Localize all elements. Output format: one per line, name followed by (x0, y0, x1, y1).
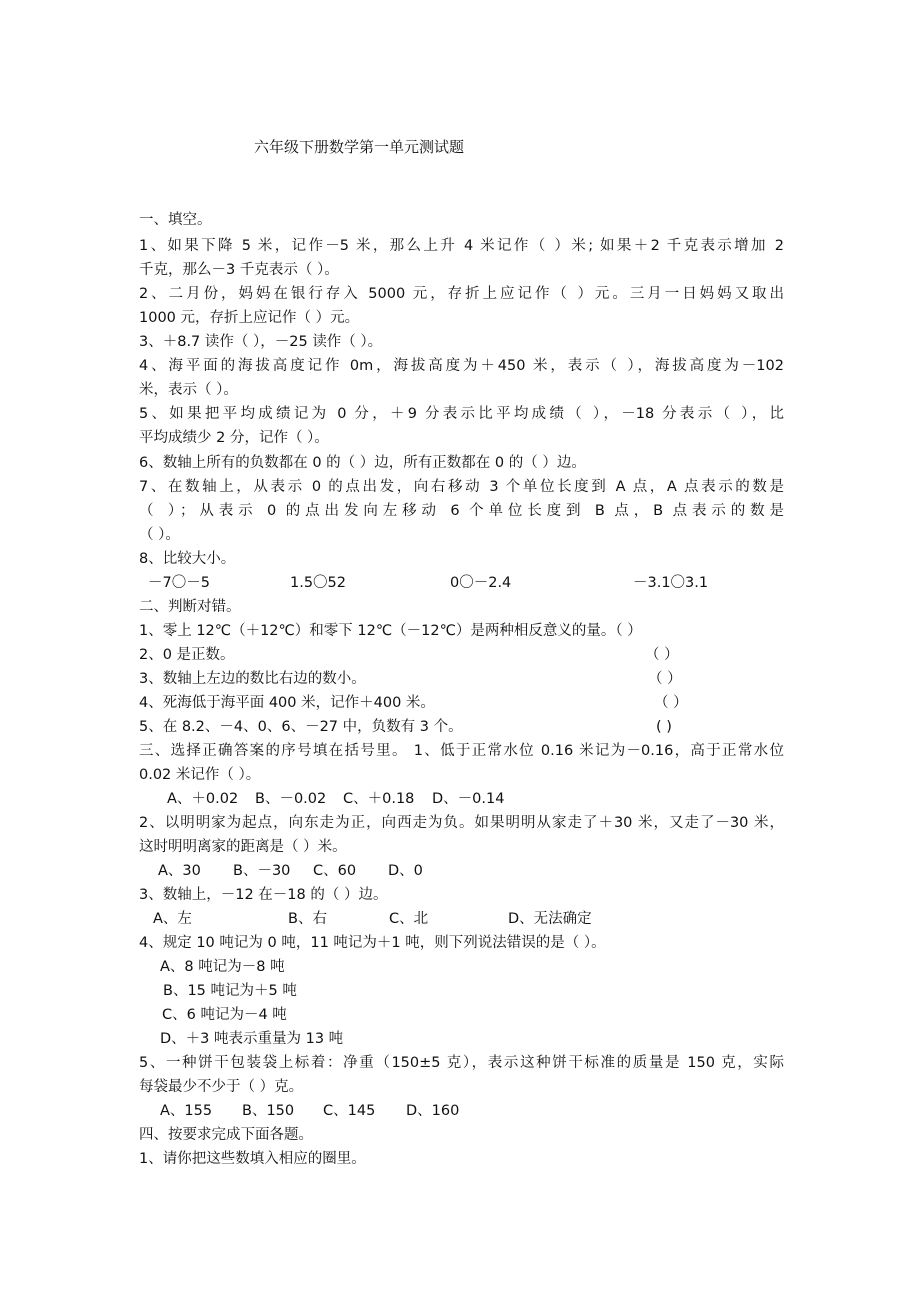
text-line: 0.02 米记作（ ）。 (139, 767, 261, 783)
text-line: 4、海平面的海拔高度记作 0m，海拔高度为＋450 米，表示（ ），海拔高度为－102 (139, 358, 784, 374)
text-line: （ ）；从表示 0 的点出发向左移动 6 个单位长度到 B 点，B 点表示的数是 (139, 503, 784, 519)
answer-parens: ( ) (656, 719, 672, 735)
option-item: D、0 (388, 863, 423, 879)
text-line: 1、如果下降 5 米，记作－5 米，那么上升 4 米记作（ ）米; 如果＋2 千克表示增加 2 (139, 238, 784, 254)
text-line: 米，表示（ ）。 (139, 382, 238, 398)
text-line: 7、在数轴上，从表示 0 的点出发，向右移动 3 个单位长度到 A 点，A 点表示的数是 (139, 479, 784, 495)
text-line: 2、以明明家为起点，向东走为正，向西走为负。如果明明从家走了＋30 米，又走了－30 米， (139, 815, 784, 831)
compare-item: －7〇－5 (148, 575, 210, 591)
option-item: B、－30 (233, 863, 291, 879)
text-line: 二、判断对错。 (139, 599, 241, 615)
option-item: C、＋0.18 (343, 791, 415, 807)
option-item: D、－0.14 (432, 791, 505, 807)
option-item: A、8 吨记为－8 吨 (160, 959, 285, 975)
text-line: 5、一种饼干包装袋上标着：净重（150±5 克），表示这种饼干标准的质量是 150 克，实际 (139, 1055, 784, 1071)
text-line: 3、＋8.7 读作（ ），－25 读作（ ）。 (139, 334, 383, 350)
text-line: 1、请你把这些数填入相应的圈里。 (139, 1151, 366, 1167)
text-line: 5、在 8.2、－4、0、6、－27 中，负数有 3 个。 (139, 719, 463, 735)
option-item: D、＋3 吨表示重量为 13 吨 (160, 1031, 344, 1047)
answer-parens: （ ） (654, 695, 688, 711)
text-line: 这时明明离家的距离是（ ）米。 (139, 839, 347, 855)
text-line: 1、零上 12℃（＋12℃）和零下 12℃（－12℃）是两种相反意义的量。（ ） (139, 623, 642, 639)
option-item: A、＋0.02 (167, 791, 239, 807)
option-item: B、－0.02 (255, 791, 327, 807)
text-line: 4、规定 10 吨记为 0 吨，11 吨记为＋1 吨，则下列说法错误的是（ ）。 (139, 935, 606, 951)
text-line: 8、比较大小。 (139, 551, 236, 567)
option-item: B、右 (288, 911, 327, 927)
option-item: C、60 (313, 863, 357, 879)
compare-item: 1.5〇52 (290, 575, 347, 591)
option-item: A、30 (158, 863, 201, 879)
text-line: 1000 元，存折上应记作（ ）元。 (139, 310, 360, 326)
text-line: 平均成绩少 2 分，记作（ ）。 (139, 430, 329, 446)
option-item: D、无法确定 (508, 911, 592, 927)
answer-parens: （ ） (648, 671, 682, 687)
compare-item: －3.1〇3.1 (633, 575, 709, 591)
text-line: （ ）。 (139, 527, 180, 543)
option-item: C、北 (389, 911, 429, 927)
text-line: 3、数轴上左边的数比右边的数小。 (139, 671, 366, 687)
option-item: B、150 (242, 1103, 295, 1119)
text-line: 每袋最少不少于（ ）克。 (139, 1079, 304, 1095)
compare-item: 0〇－2.4 (450, 575, 512, 591)
text-line: 4、死海低于海平面 400 米，记作＋400 米。 (139, 695, 435, 711)
text-line: 2、二月份，妈妈在银行存入 5000 元，存折上应记作（ ）元。三月一日妈妈又取出 (139, 286, 784, 302)
text-line: 3、数轴上，－12 在－18 的（ ）边。 (139, 887, 388, 903)
text-line: 千克，那么－3 千克表示（ ）。 (139, 262, 339, 278)
text-line: 5、如果把平均成绩记为 0 分，＋9 分表示比平均成绩（ ），－18 分表示（ ），比 (139, 406, 784, 422)
option-item: B、15 吨记为＋5 吨 (163, 983, 297, 999)
option-item: A、左 (153, 911, 192, 927)
option-item: C、6 吨记为－4 吨 (162, 1007, 287, 1023)
option-item: C、145 (323, 1103, 376, 1119)
option-item: D、160 (406, 1103, 460, 1119)
answer-parens: （ ） (645, 647, 679, 663)
document-title: 六年级下册数学第一单元测试题 (254, 138, 465, 156)
text-line: 四、按要求完成下面各题。 (139, 1127, 313, 1143)
text-line: 一、填空。 (139, 212, 212, 228)
text-line: 2、0 是正数。 (139, 647, 235, 663)
text-line: 6、数轴上所有的负数都在 0 的（ ）边，所有正数都在 0 的（ ）边。 (139, 455, 586, 471)
text-line: 三、选择正确答案的序号填在括号里。 1、低于正常水位 0.16 米记为－0.16，高于正常水位 (139, 743, 784, 759)
option-item: A、155 (160, 1103, 213, 1119)
